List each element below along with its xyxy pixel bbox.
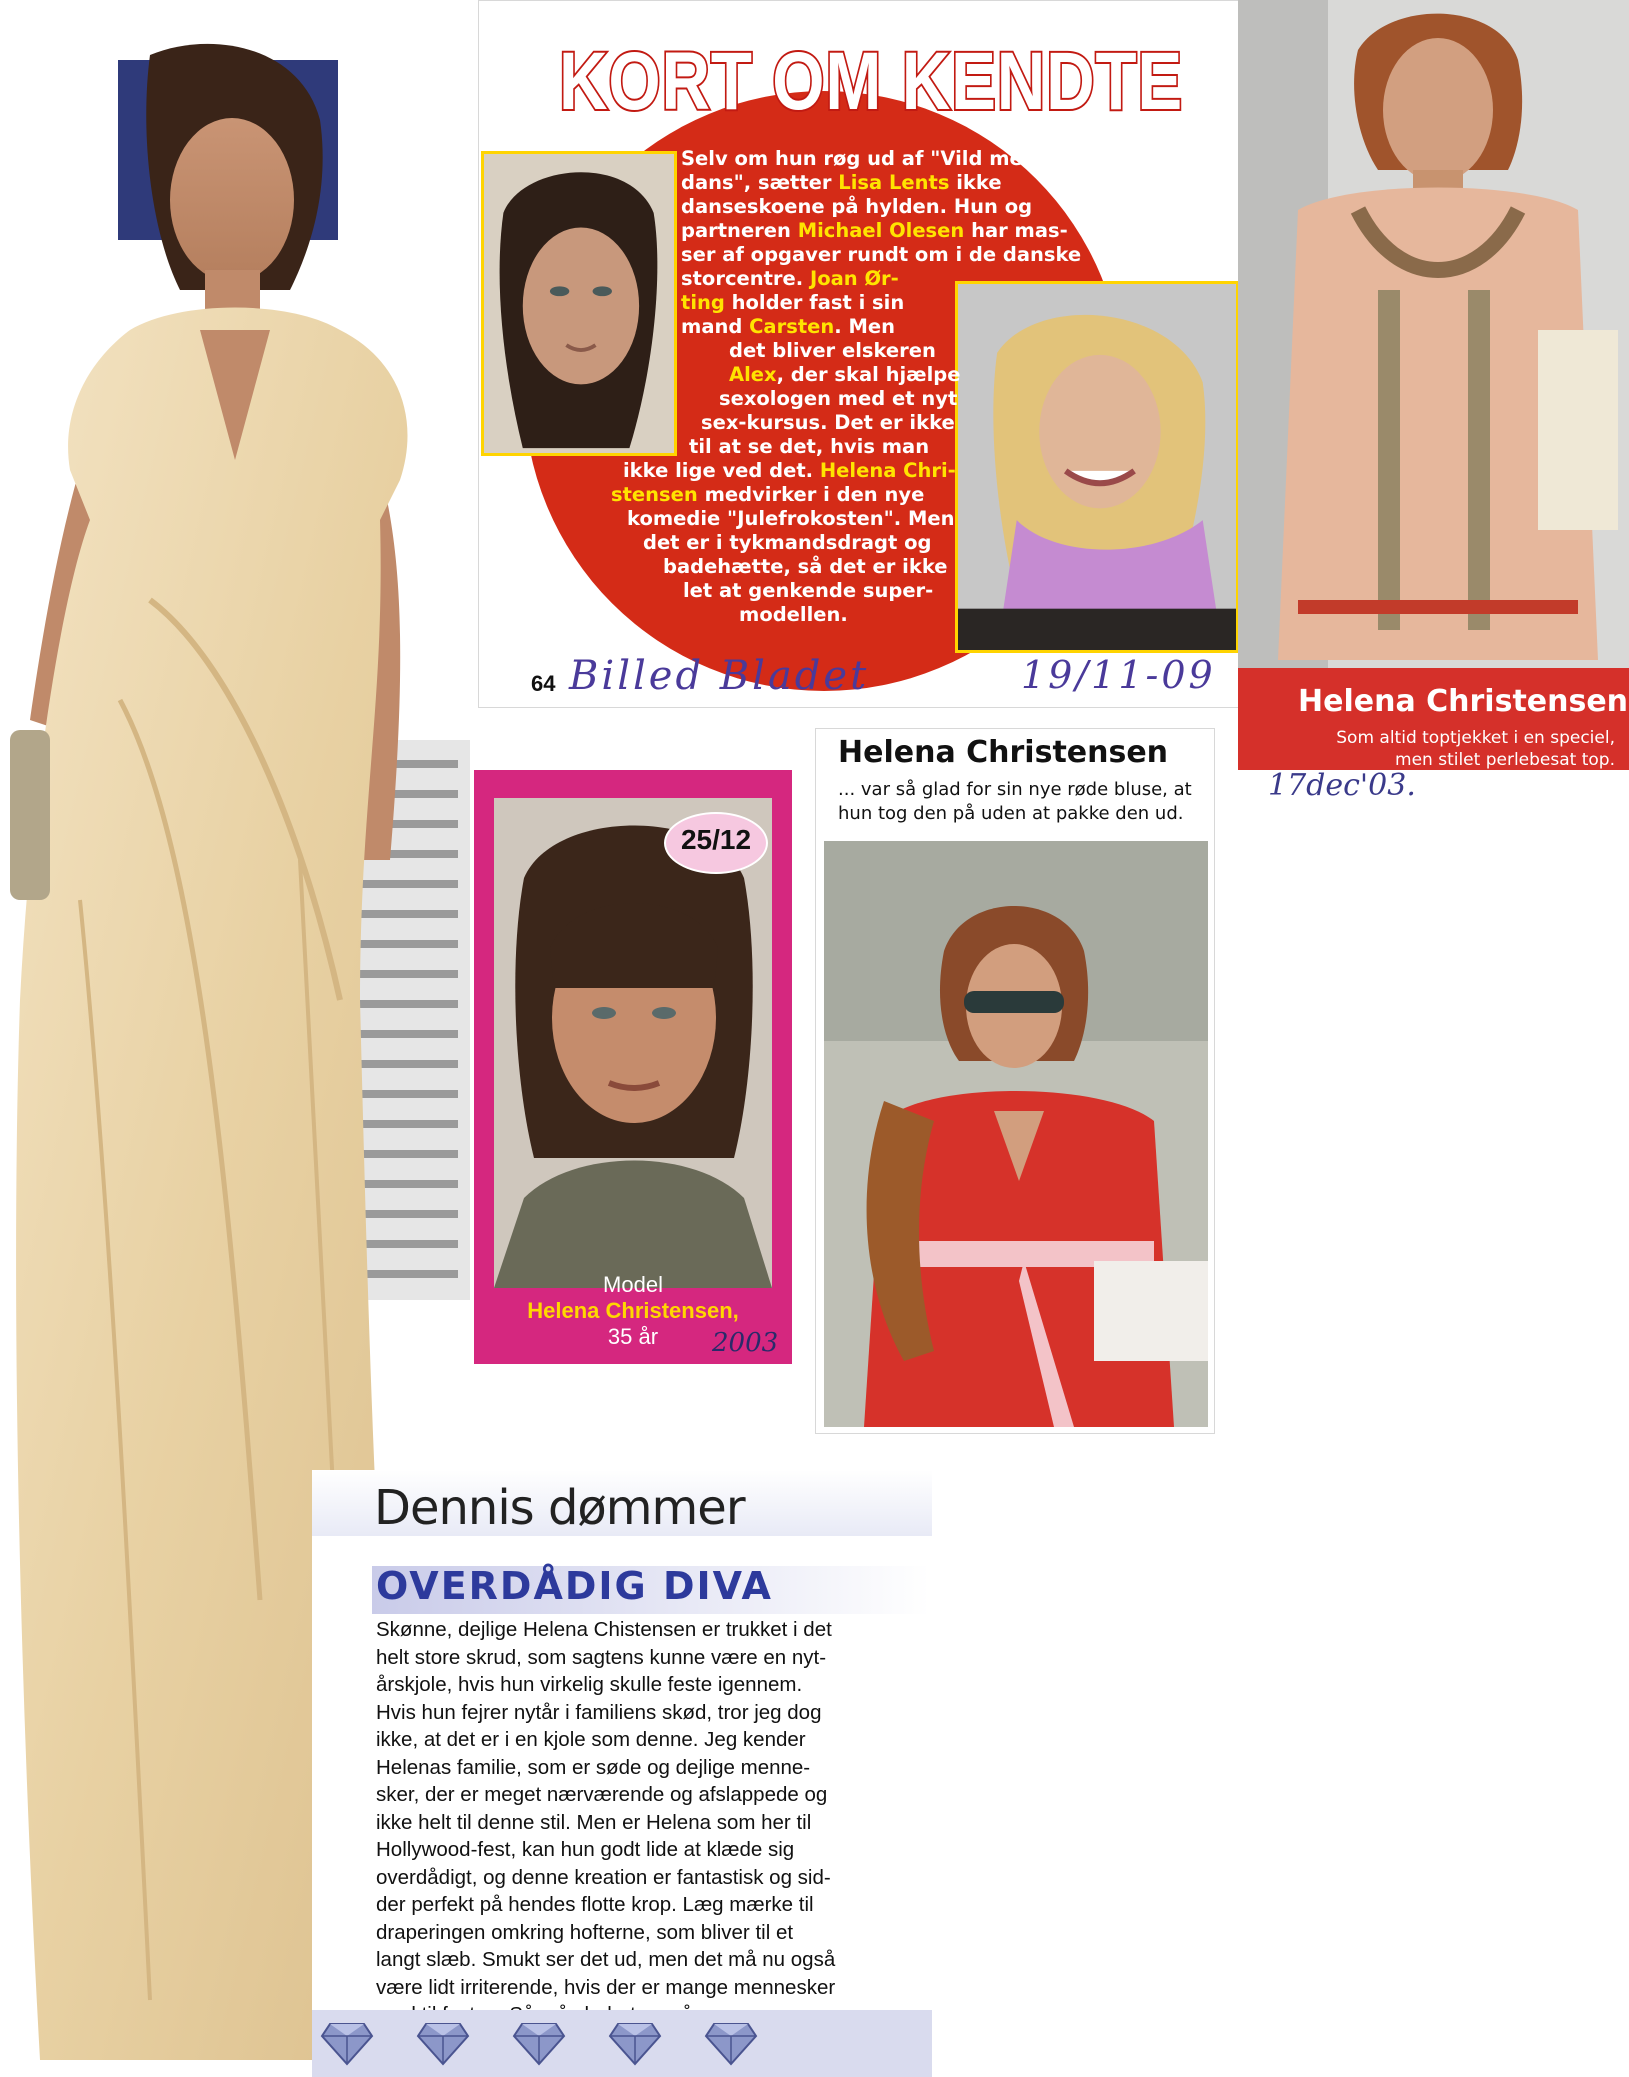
- caption-line: ... var så glad for sin nye røde bluse, at: [838, 779, 1192, 800]
- kort-line: sex-kursus. Det er ikke: [701, 411, 955, 434]
- article-line: helt store skrud, som sagtens kunne være en nyt-: [376, 1645, 827, 1669]
- kort-line: ser af opgaver rundt om i de danske: [681, 243, 1082, 266]
- article-line: ikke helt til denne stil. Men er Helena som her til: [376, 1810, 812, 1834]
- kort-line: ikke lige ved det. Helena Chri-: [623, 459, 956, 482]
- caption-line: men stilet perlebesat top.: [1395, 750, 1615, 770]
- kort-line: let at genkende super-: [683, 579, 934, 602]
- kort-line: badehætte, så det er ikke: [663, 555, 948, 578]
- article-line: sker, der er meget nærværende og afslappede og: [376, 1783, 828, 1806]
- handwritten-date: 17dec'03.: [1268, 768, 1416, 803]
- clipping-title: Helena Christensen: [838, 735, 1169, 770]
- kort-line: mand Carsten. Men: [681, 315, 895, 338]
- caption-line: Som altid toptjekket i en speciel,: [1336, 728, 1615, 748]
- name-highlight: Lisa Lents: [838, 171, 950, 194]
- article-body: [376, 1616, 936, 2029]
- article-line: overdådigt, og denne kreation er fantastisk og sid-: [376, 1865, 831, 1889]
- kort-line: det bliver elskeren: [729, 339, 936, 362]
- handwritten-date: 19/11-09: [1021, 653, 1216, 697]
- caption-role: Model: [603, 1272, 663, 1297]
- caption-age: 35 år: [607, 1324, 659, 1349]
- rating-gem-icon: [704, 2020, 758, 2066]
- red-blouse-clipping: [815, 728, 1215, 1434]
- name-highlight: ting: [681, 291, 725, 314]
- rating-gem-icon: [512, 2020, 566, 2066]
- kort-line: stensen medvirker i den nye: [611, 483, 925, 506]
- kort-line: Alex, der skal hjælpe: [729, 363, 961, 386]
- kort-line: det er i tykmandsdragt og: [643, 531, 932, 554]
- kort-line: partneren Michael Olesen har mas-: [681, 219, 1068, 242]
- date-badge: 25/12: [680, 824, 752, 855]
- article-line: draperingen omkring hofterne, som bliver til et: [376, 1920, 794, 1944]
- article-headline: OVERDÅDIG DIVA: [376, 1564, 773, 1608]
- article-line: årskjole, hvis hun virkelig skulle feste igennem.: [376, 1673, 803, 1696]
- pink-card-clipping: [474, 770, 792, 1364]
- article-line: Helenas familie, som er søde og dejlige menne-: [376, 1755, 811, 1779]
- kort-line: komedie "Julefrokosten". Men: [627, 507, 955, 530]
- caption-name: Helena Christensen,: [527, 1298, 739, 1323]
- name-highlight: Alex: [729, 363, 777, 386]
- red-blouse-photo: [824, 841, 1208, 1427]
- top-right-clipping: [1238, 0, 1629, 820]
- caption-line: hun tog den på uden at pakke den ud.: [838, 803, 1184, 824]
- page-number: 64: [531, 671, 556, 696]
- article-line: være lidt irriterende, hvis der er mange mennesker: [376, 1975, 836, 1999]
- kort-line: til at se det, hvis man: [689, 435, 930, 458]
- name-highlight: Carsten: [749, 315, 835, 338]
- kort-line: ting holder fast i sin: [681, 291, 905, 314]
- kort-line: Selv om hun røg ud af "Vild med: [681, 147, 1037, 170]
- handwritten-source: Billed Bladet: [569, 653, 870, 699]
- beaded-top-photo: [1238, 0, 1629, 668]
- name-highlight: Helena Chri-: [819, 459, 956, 482]
- article-line: Skønne, dejlige Helena Chistensen er trukket i det: [376, 1618, 832, 1641]
- kort-line: modellen.: [739, 603, 848, 626]
- rating-gem-icon: [320, 2020, 374, 2066]
- article-line: langt slæb. Smukt ser det ud, men det må nu også: [376, 1948, 836, 1971]
- kort-om-kendte-clipping: [478, 0, 1246, 708]
- caption-name: Helena Christensen: [1298, 684, 1629, 719]
- name-highlight: Joan Ør-: [809, 267, 899, 290]
- rating-gems: [312, 2010, 932, 2077]
- article-line: ikke, at det er i en kjole som denne. Jeg kender: [376, 1728, 806, 1751]
- kort-line: danseskoene på hylden. Hun og: [681, 195, 1033, 218]
- article-line: Hollywood-fest, kan hun godt lide at klæde sig: [376, 1838, 795, 1861]
- column-title: Dennis dømmer: [374, 1480, 745, 1536]
- article-line: Hvis hun fejrer nytår i familiens skød, tror jeg dog: [376, 1700, 822, 1724]
- kort-line: dans", sætter Lisa Lents ikke: [681, 171, 1002, 194]
- kort-line: storcentre. Joan Ør-: [681, 267, 899, 290]
- dennis-dommer-clipping: [312, 1470, 932, 2077]
- rating-gem-icon: [416, 2020, 470, 2066]
- name-highlight: Michael Olesen: [797, 219, 965, 242]
- kort-om-kendte-body: [479, 1, 1245, 707]
- kort-line: sexologen med et nyt: [719, 387, 958, 410]
- rating-gem-icon: [608, 2020, 662, 2066]
- handwritten-year: 2003: [712, 1328, 779, 1358]
- kort-om-kendte-title: KORT OM KENDTE: [559, 36, 1184, 127]
- article-line: der perfekt på hendes flotte krop. Læg mærke til: [376, 1893, 814, 1916]
- name-highlight: stensen: [611, 483, 698, 506]
